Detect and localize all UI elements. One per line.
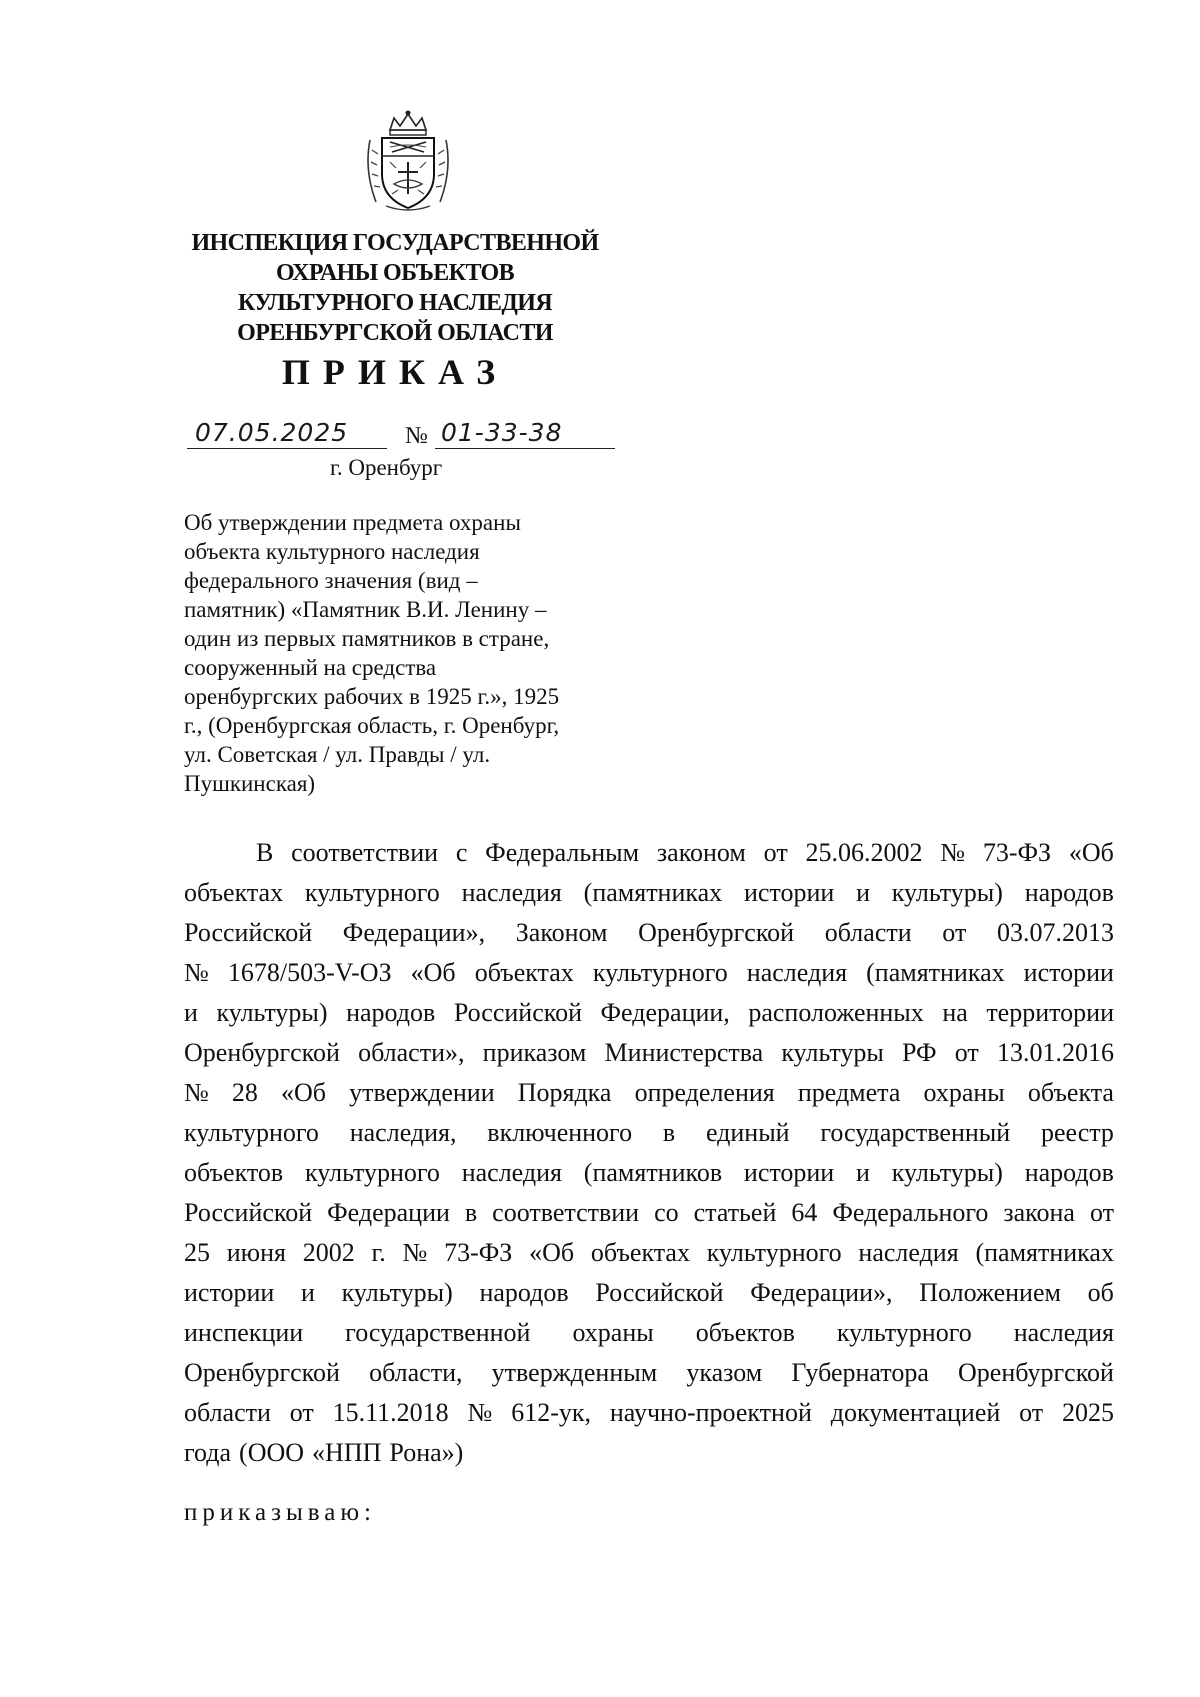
body-line: года (ООО «НПП Рона») [184,1438,464,1467]
body-line: № 28 «Об утверждении Порядка определения предмета охраны объекта [184,1078,1114,1107]
body-line: истории и культуры) народов Российской Федерации», Положением об [184,1278,1114,1307]
number-underline [435,448,615,449]
date-underline [187,448,387,449]
coat-of-arms-emblem [360,110,456,214]
body-line: инспекции государственной охраны объектов культурного наследия [184,1318,1114,1347]
number-sign: № [405,423,428,449]
body-line: объектов культурного наследия (памятников истории и культуры) народов [184,1158,1114,1187]
body-line: № 1678/503-V-ОЗ «Об объектах культурного наследия (памятниках истории [184,958,1114,987]
subject-line: объекта культурного наследия [184,539,480,564]
body-line: В соответствии с Федеральным законом от 25.06.2002 № 73-ФЗ «Об [256,838,1114,867]
body-line: области от 15.11.2018 № 612-ук, научно-проектной документацией от 2025 [184,1398,1114,1427]
issuing-authority [185,228,605,348]
authority-line-1: ИНСПЕКЦИЯ ГОСУДАРСТВЕННОЙ [191,230,599,256]
subject-line: оренбургских рабочих в 1925 г.», 1925 [184,684,560,709]
order-directive: приказываю: [184,1499,376,1526]
subject-line: г., (Оренбургская область, г. Оренбург, [184,713,560,738]
subject-line: Об утверждении предмета охраны [184,510,521,535]
order-date-number-row [195,418,615,452]
subject-line: один из первых памятников в стране, [184,626,550,651]
body-line: Российской Федерации в соответствии со статьей 64 Федерального закона от [184,1198,1114,1227]
authority-line-4: ОРЕНБУРГСКОЙ ОБЛАСТИ [237,320,553,346]
order-body-text [184,833,1114,1473]
subject-line: сооруженный на средства [184,655,437,680]
body-line: Оренбургской области», приказом Министерства культуры РФ от 13.01.2016 [184,1038,1114,1067]
body-line: 25 июня 2002 г. № 73-ФЗ «Об объектах культурного наследия (памятниках [184,1238,1114,1267]
authority-line-3: КУЛЬТУРНОГО НАСЛЕДИЯ [237,290,553,316]
authority-line-2: ОХРАНЫ ОБЪЕКТОВ [275,260,515,286]
order-subject [184,508,624,798]
order-number: 01-33-38 [441,418,563,447]
subject-line: ул. Советская / ул. Правды / ул. [184,742,491,767]
subject-line: памятник) «Памятник В.И. Ленину – [184,597,547,622]
subject-line: Пушкинская) [184,771,316,796]
body-line: Оренбургской области, утвержденным указом Губернатора Оренбургской [184,1358,1114,1387]
document-type-title: ПРИКАЗ [281,352,509,392]
body-line: и культуры) народов Российской Федерации, расположенных на территории [184,998,1114,1027]
body-line: объектах культурного наследия (памятниках истории и культуры) народов [184,878,1114,907]
body-line: культурного наследия, включенного в единый государственный реестр [184,1118,1114,1147]
place-of-issue: г. Оренбург [330,455,443,480]
order-date: 07.05.2025 [195,418,349,447]
body-line: Российской Федерации», Законом Оренбургской области от 03.07.2013 [184,918,1114,947]
subject-line: федерального значения (вид – [184,568,478,593]
